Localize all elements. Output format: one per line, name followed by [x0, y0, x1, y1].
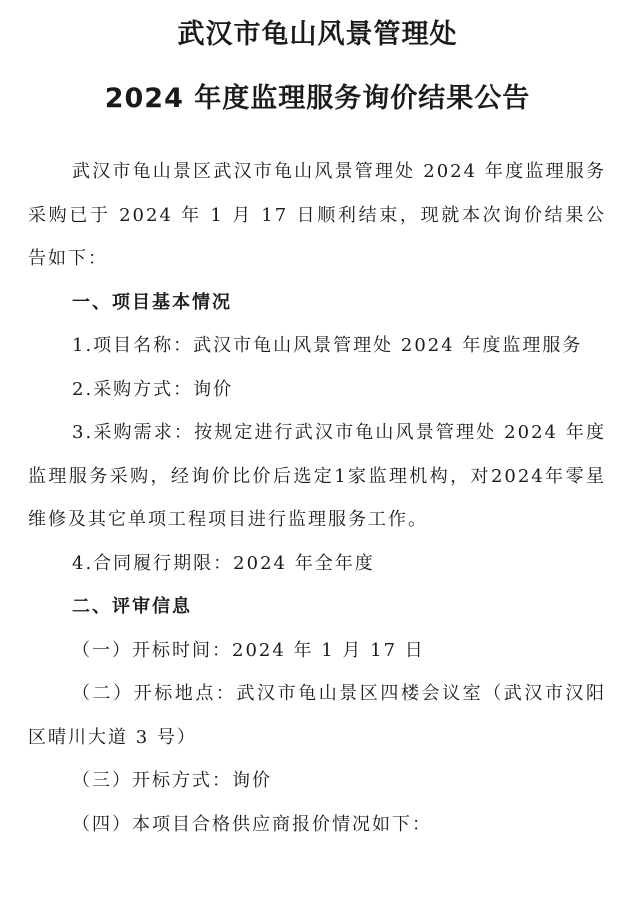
procurement-method-item: 2.采购方式：询价: [72, 378, 234, 400]
project-name-item: 1.项目名称：武汉市龟山风景管理处 2024 年度监理服务: [72, 335, 583, 356]
document-title-line2: 2024 年度监理服务询价结果公告: [104, 83, 531, 114]
section2-heading: 二、评审信息: [72, 596, 192, 617]
intro-paragraph: 武汉市龟山景区武汉市龟山风景管理处 2024 年度监理服务采购已于 2024 年 1 月 17 日顺利结束，现就本次询价结果公告如下：: [28, 161, 606, 269]
contract-period-item: 4.合同履行期限：2024 年全年度: [72, 552, 375, 574]
supplier-quote-item: （四）本项目合格供应商报价情况如下：: [72, 813, 432, 835]
bid-opening-location-item: （二）开标地点：武汉市龟山景区四楼会议室（武汉市汉阳区晴川大道 3 号）: [28, 683, 606, 748]
section1-heading: 一、项目基本情况: [72, 291, 232, 313]
document-title-line1: 武汉市龟山风景管理处: [177, 19, 458, 50]
bid-opening-method-item: （三）开标方式：询价: [72, 770, 272, 791]
procurement-requirement-item: 3.采购需求：按规定进行武汉市龟山风景管理处 2024 年度监理服务采购，经询价比价后选定1家监理机构，对2024年零星维修及其它单项工程项目进行监理服务工作。: [28, 422, 606, 530]
document-body: [28, 150, 606, 846]
bid-opening-time-item: （一）开标时间：2024 年 1 月 17 日: [72, 639, 425, 661]
